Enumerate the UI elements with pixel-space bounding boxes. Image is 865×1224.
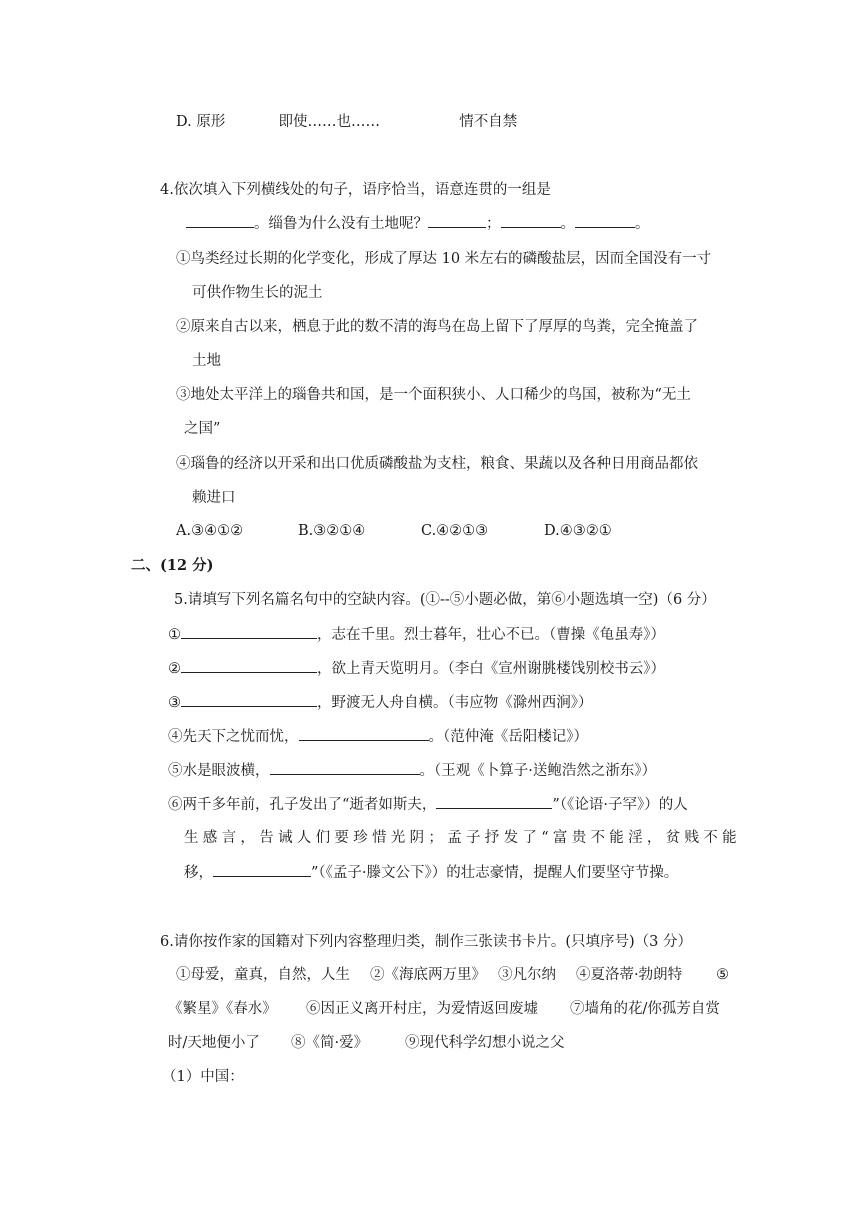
q5-stem: 5.请填写下列名篇名句中的空缺内容。(①--⑤小题必做，第⑥小题选填一空)（6 分） — [174, 592, 716, 608]
q3-option-d-c: 情不自禁 — [459, 114, 518, 130]
q6-stem: 6.请你按作家的国籍对下列内容整理归类，制作三张读书卡片。(只填序号)（3 分） — [160, 934, 692, 950]
q5-line-1-pre: ① — [168, 627, 181, 643]
q4-item-2-line-2: 土地 — [192, 353, 221, 369]
q5-line-6c-pre: 移， — [184, 865, 213, 881]
q6-row1-d: ④夏洛蒂·勃朗特 — [576, 967, 683, 983]
q4-item-3-line-2: 之国” — [184, 421, 221, 437]
section-2-heading: 二、(12 分) — [131, 557, 214, 574]
q4-option-a: A.③④①② — [176, 523, 244, 539]
q6-row2-a: 《繁星》《春水》 — [168, 1001, 277, 1017]
q5-line-6b: 生感言，告诫人们要珍惜光阴；孟子抒发了“富贵不能淫，贫贱不能 — [184, 830, 741, 846]
q6-row3-a: 时/天地便小了 — [168, 1035, 260, 1051]
q5-line-6-post: ”（《论语·子罕》）的人 — [552, 797, 688, 813]
q4-item-4-line-1: ④瑙鲁的经济以开采和出口优质磷酸盐为支柱，粮食、果蔬以及各种日用商品都依 — [176, 456, 698, 472]
q3-option-d-b: 即使……也…… — [278, 114, 381, 130]
q4-blank-1[interactable] — [186, 213, 254, 228]
q4-blank-3[interactable] — [501, 213, 561, 228]
q4-blank-2[interactable] — [428, 213, 486, 228]
q4-item-4-line-2: 赖进口 — [192, 490, 236, 506]
q4-option-d: D.④③②① — [544, 523, 612, 539]
q5-line-6-pre: ⑥两千多年前，孔子发出了“逝者如斯夫， — [168, 797, 437, 813]
q6-row1-c: ③凡尔纳 — [498, 967, 556, 983]
q4-option-c: C.④②①③ — [421, 523, 489, 539]
q4-frame-mid: 。缁鲁为什么没有土地呢？ — [254, 216, 428, 232]
q5-blank-5[interactable] — [270, 760, 420, 775]
q4-frame — [186, 213, 650, 234]
q5-line-6c — [184, 862, 678, 883]
q6-row1-b: ②《海底两万里》 — [370, 967, 486, 983]
q4-stem: 4.依次填入下列横线处的句子，语序恰当，语意连贯的一组是 — [160, 182, 551, 198]
q4-sep-2: 。 — [560, 216, 575, 232]
q5-line-3-pre: ③ — [168, 695, 181, 711]
q5-line-5-pre: ⑤水是眼波横， — [168, 763, 270, 779]
q5-line-4-post: 。（范仲淹《岳阳楼记》） — [428, 729, 588, 745]
q5-blank-1[interactable] — [181, 624, 317, 639]
q5-line-5 — [168, 760, 656, 781]
q5-line-2 — [168, 658, 665, 679]
q6-row1-a: ①母爱，童真，自然，人生 — [176, 967, 350, 983]
q6-row2-c: ⑦墙角的花/你孤芳自赏 — [570, 1001, 720, 1017]
q5-line-5-post: 。（王观《卜算子·送鲍浩然之浙东》） — [419, 763, 657, 779]
q4-item-3-line-1: ③地处太平洋上的瑙鲁共和国，是一个面积狭小、人口稀少的鸟国，被称为“无土 — [176, 387, 691, 403]
q5-line-6 — [168, 794, 688, 815]
q5-line-1-post: ，志在千里。烈士暮年，壮心不已。（曹操《龟虽寿》） — [317, 627, 665, 643]
q5-line-6c-post: ”（《孟子·滕文公下》）的壮志豪情，提醒人们要坚守节操。 — [311, 865, 679, 881]
q5-line-2-pre: ② — [168, 661, 181, 677]
q5-blank-3[interactable] — [181, 692, 317, 707]
q3-option-d — [176, 112, 517, 132]
q6-sub-1: （1）中国： — [162, 1069, 244, 1085]
q5-blank-4[interactable] — [299, 726, 429, 741]
q5-line-3 — [168, 692, 593, 713]
q4-blank-4[interactable] — [575, 213, 635, 228]
q5-line-4 — [168, 726, 588, 747]
q4-item-1-line-2: 可供作物生长的泥土 — [192, 285, 323, 301]
q4-sep-3: 。 — [635, 216, 650, 232]
q4-option-b: B.③②①④ — [298, 523, 366, 539]
q4-sep-1: ； — [486, 216, 501, 232]
q6-row1-e: ⑤ — [716, 967, 729, 983]
q4-item-2-line-1: ②原来自古以来，栖息于此的数不清的海鸟在岛上留下了厚厚的鸟粪，完全掩盖了 — [176, 319, 698, 335]
q6-row2-b: ⑥因正义离开村庄，为爱情返回废墟 — [306, 1001, 538, 1017]
q5-blank-7[interactable] — [213, 862, 311, 877]
q5-line-1 — [168, 624, 665, 645]
q4-item-1-line-1: ①鸟类经过长期的化学变化，形成了厚达 10 米左右的磷酸盐层，因而全国没有一寸 — [176, 251, 712, 267]
q5-line-3-post: ，野渡无人舟自横。（韦应物《滁州西涧》） — [317, 695, 593, 711]
q6-row3-b: ⑧《简·爱》 — [291, 1035, 369, 1051]
q6-row3-c: ⑨现代科学幻想小说之父 — [405, 1035, 565, 1051]
q3-option-d-label: D. 原形 — [176, 114, 226, 130]
q5-line-4-pre: ④先天下之忧而忧， — [168, 729, 299, 745]
q5-line-2-post: ，欲上青天览明月。（李白《宣州谢朓楼饯别校书云》） — [317, 661, 665, 677]
q5-blank-2[interactable] — [181, 658, 317, 673]
q5-blank-6[interactable] — [436, 794, 552, 809]
